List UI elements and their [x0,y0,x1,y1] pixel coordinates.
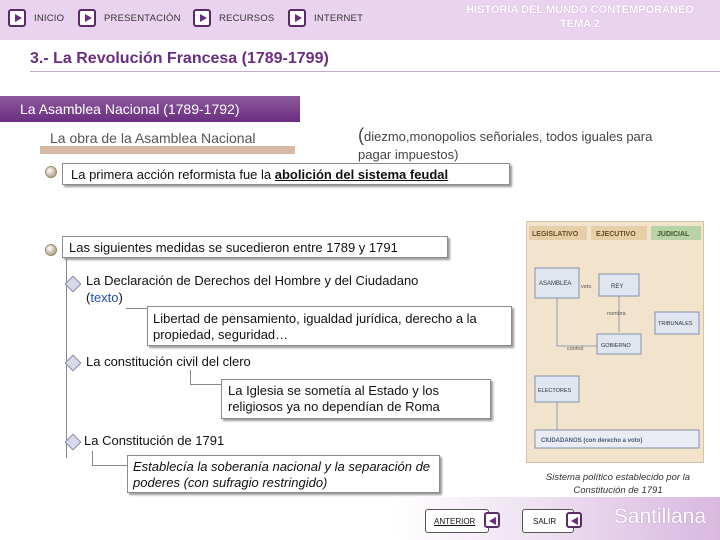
civil-clero-title: La constitución civil del clero [86,354,251,369]
tribunales-label: TRIBUNALES [658,321,693,327]
play-icon [193,9,211,27]
header-title [450,3,710,31]
rey-label: REY [611,284,624,290]
nombra-label: nombra [607,311,626,317]
exit-arrow-icon[interactable] [566,512,582,528]
nav-presentacion-label: PRESENTACIÓN [104,12,181,24]
nav-inicio-label: INICIO [34,12,65,24]
item-abolicion [62,163,510,185]
nav-inicio-button[interactable] [8,5,64,31]
divider [30,71,720,72]
nav-internet-label: INTERNET [314,12,364,24]
play-icon [78,9,96,27]
political-system-diagram [526,221,704,463]
declaracion-box: Libertad de pensamiento, igualdad jurídica, derecho a la propiedad, seguridad… [147,306,512,346]
connector-line [126,308,148,309]
paren-close: ) [118,290,123,305]
nav-internet-button[interactable] [288,5,363,31]
texto-link[interactable]: texto [90,290,119,305]
electores-label: ELECTORES [538,388,572,394]
col-ejecutivo-label: EJECUTIVO [596,231,636,238]
connector-line [66,258,67,458]
diamond-bullet-icon [65,276,82,293]
control-label: control [567,346,584,352]
connector-line [92,451,93,465]
nav-recursos-button[interactable] [193,5,274,31]
declaracion-link-wrap [86,290,123,305]
header-unit: TEMA 2 [560,18,600,30]
asamblea-label: ASAMBLEA [539,281,572,287]
diagram-caption: Sistema político establecido por la Constitución de 1791 [545,472,691,496]
diamond-bullet-icon [65,355,82,372]
highlight-underline [40,146,295,154]
col-legislativo-label: LEGISLATIVO [532,231,579,238]
gobierno-label: GOBIERNO [601,343,631,349]
anterior-button[interactable] [425,509,489,533]
constitucion-1791-title: La Constitución de 1791 [84,433,225,448]
footer-band [0,497,720,540]
declaracion-title: La Declaración de Derechos del Hombre y del Ciudadano [86,273,419,288]
santillana-logo: Santillana [613,505,706,528]
connector-line [190,384,222,385]
header-subject: HISTORIA DEL MUNDO CONTEMPORÁNEO [466,4,694,16]
paren-open: ( [86,290,91,305]
connector-line [92,465,128,466]
feudal-note [358,126,688,164]
nav-presentacion-button[interactable] [78,5,181,31]
obra-heading: La obra de la Asamblea Nacional [50,130,256,146]
play-icon [8,9,26,27]
subsection-title: La Asamblea Nacional (1789-1792) [20,101,240,117]
item-medidas: Las siguientes medidas se sucedieron entre 1789 y 1791 [62,236,448,258]
bullet-icon [45,244,57,256]
back-arrow-icon[interactable] [484,512,500,528]
diamond-bullet-icon [65,434,82,451]
constitucion-1791-box: Establecía la soberanía nacional y la separación de poderes (con sufragio restringido) [127,455,440,493]
abolicion-prefix: La primera acción reformista fue la [71,167,275,182]
nav-recursos-label: RECURSOS [219,12,275,24]
note-text: diezmo,monopolios señoriales, todos iguales para pagar impuestos) [358,129,653,162]
anterior-label: ANTERIOR [434,516,476,526]
note-paren: ( [358,125,364,145]
veto-label: veto [581,284,592,290]
subsection-banner [0,96,300,122]
salir-label: SALIR [533,516,557,526]
ciudadanos-label: CIUDADANOS (con derecho a voto) [541,438,643,444]
play-icon [288,9,306,27]
section-title: 3.- La Revolución Francesa (1789-1799) [30,50,329,67]
abolicion-emphasis: abolición del sistema feudal [274,167,449,182]
col-judicial-label: JUDICIAL [657,231,690,238]
bullet-icon [45,166,57,178]
connector-line [190,370,191,384]
civil-clero-box: La Iglesia se sometía al Estado y los religiosos ya no dependían de Roma [221,379,491,419]
